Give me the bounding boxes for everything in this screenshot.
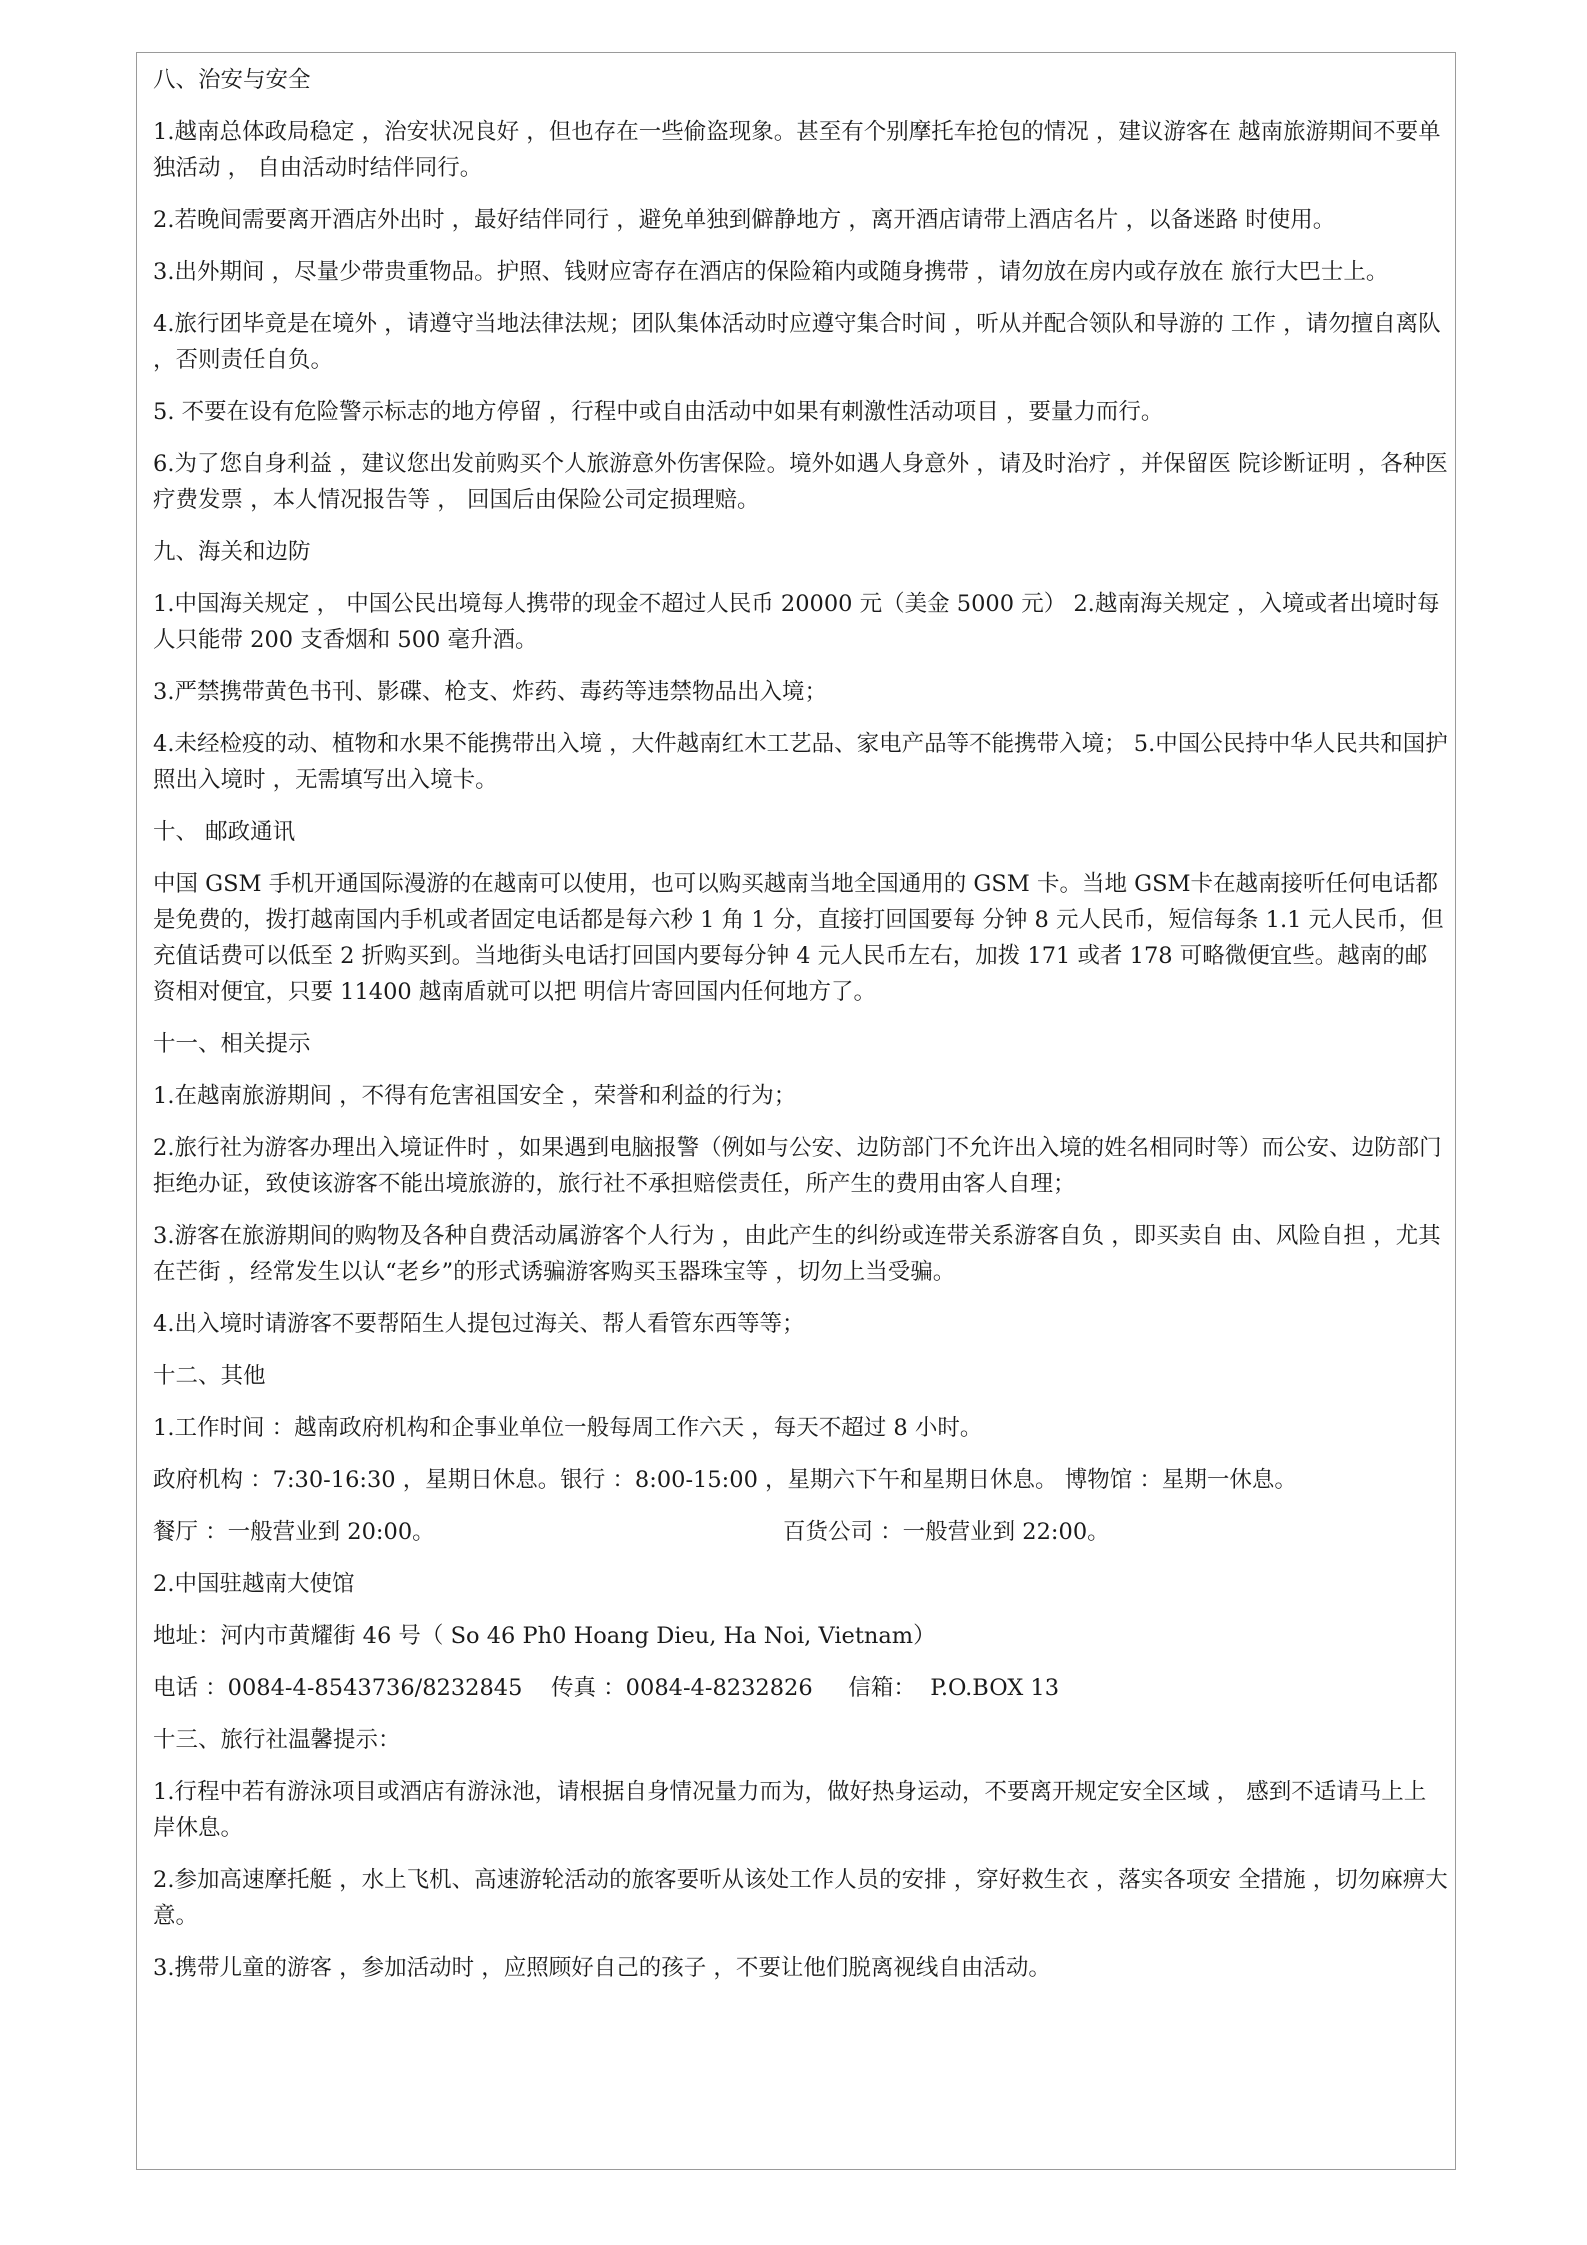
section-9-title: 九、海关和边防 [153,539,311,565]
embassy-title: 2.中国驻越南大使馆 [153,1571,355,1597]
section-10-paragraph: 中国 GSM 手机开通国际漫游的在越南可以使用，也可以购买越南当地全国通用的 GSM 卡。当地 GSM卡在越南接听任何电话都是免费的，拨打越南国内手机或者固定电话都是每六秒 1 角 1 分，直接打回国要每 分钟 8 元人民币，短信每条 1.1 元人民币，但充值话费可以低至 2 折购买到。当地街头电话打回国内要每分钟 4 元人民币左右，加拨 171 或者 178 可略微便宜些。越南的邮资相对便宜，只要 11400 越南盾就可以把 明信片寄回国内任何地方了。 [153,871,1444,1005]
section-12-business-hours-row [153,1514,1448,1550]
section-8-item-5: 5. 不要在设有危险警示标志的地方停留 ，行程中或自由活动中如果有刺激性活动项目 ，要量力而行。 [153,399,1164,425]
section-11-item-3: 3.游客在旅游期间的购物及各种自费活动属游客个人行为 ，由此产生的纠纷或连带关系游客自负 ，即买卖自 由、风险自担 ，尤其在芒街 ，经常发生以认“老乡”的形式诱骗游客购买玉器珠宝等 ，切勿上当受骗。 [153,1223,1441,1285]
document-body [153,62,1448,2002]
restaurant-hours: 餐厅 ：一般营业到 20:00。 [153,1519,435,1545]
section-9-item-2: 3.严禁携带黄色书刊、影碟、枪支、炸药、毒药等违禁物品出入境； [153,679,827,705]
department-store-hours: 百货公司 ：一般营业到 22:00。 [783,1519,1110,1545]
section-11-item-1: 1.在越南旅游期间 ，不得有危害祖国安全 ，荣誉和利益的行为； [153,1083,797,1109]
section-8-item-1: 1.越南总体政局稳定 ，治安状况良好 ，但也存在一些偷盗现象。甚至有个别摩托车抢包的情况 ，建议游客在 越南旅游期间不要单独活动 ， 自由活动时结伴同行。 [153,119,1441,181]
section-12-item-1: 1.工作时间 ：越南政府机构和企事业单位一般每周工作六天 ，每天不超过 8 小时。 [153,1415,983,1441]
section-8-item-4: 4.旅行团毕竟是在境外 ，请遵守当地法律法规；团队集体活动时应遵守集合时间 ，听从并配合领队和导游的 工作 ，请勿擅自离队 ，否则责任自负。 [153,311,1448,373]
section-13-item-3: 3.携带儿童的游客 ，参加活动时 ，应照顾好自己的孩子 ，不要让他们脱离视线自由活动。 [153,1955,1051,1981]
embassy-address: 地址：河内市黄耀街 46 号（ So 46 Ph0 Hoang Dieu, Ha Noi, Vietnam） [153,1623,936,1649]
section-8-item-6: 6.为了您自身利益 ，建议您出发前购买个人旅游意外伤害保险。境外如遇人身意外 ，请及时治疗 ，并保留医 院诊断证明 ，各种医疗费发票 ，本人情况报告等 ， 回国后由保险公司定损理赔。 [153,451,1448,513]
section-10-title: 十、 邮政通讯 [153,819,296,845]
section-13-title: 十三、旅行社温馨提示： [153,1727,401,1753]
section-9-item-3: 4.未经检疫的动、植物和水果不能携带出入境 ，大件越南红木工艺品、家电产品等不能携带入境； 5.中国公民持中华人民共和国护照出入境时 ，无需填写出入境卡。 [153,731,1448,793]
section-11-title: 十一、相关提示 [153,1031,311,1057]
section-8-item-3: 3.出外期间 ，尽量少带贵重物品。护照、钱财应寄存在酒店的保险箱内或随身携带 ，请勿放在房内或存放在 旅行大巴士上。 [153,259,1389,285]
section-9-item-1: 1.中国海关规定 ， 中国公民出境每人携带的现金不超过人民币 20000 元（美金 5000 元） 2.越南海关规定 ，入境或者出境时每人只能带 200 支香烟和 500 毫升酒。 [153,591,1440,653]
section-12-hours: 政府机构 ：7:30-16:30 ，星期日休息。银行 ：8:00-15:00 ，星期六下午和星期日休息。 博物馆 ：星期一休息。 [153,1467,1297,1493]
section-12-title: 十二、其他 [153,1363,266,1389]
section-11-item-4: 4.出入境时请游客不要帮陌生人提包过海关、帮人看管东西等等； [153,1311,805,1337]
embassy-contact: 电话 ：0084-4-8543736/8232845 传真 ：0084-4-8232826 信箱： P.O.BOX 13 [153,1675,1060,1701]
section-8-title: 八、治安与安全 [153,67,311,93]
section-13-item-1: 1.行程中若有游泳项目或酒店有游泳池，请根据自身情况量力而为，做好热身运动，不要离开规定安全区域 ， 感到不适请马上上岸休息。 [153,1779,1427,1841]
section-11-item-2: 2.旅行社为游客办理出入境证件时 ，如果遇到电脑报警（例如与公安、边防部门不允许出入境的姓名相同时等）而公安、边防部门拒绝办证，致使该游客不能出境旅游的，旅行社不承担赔偿责任，所产生的费用由客人自理； [153,1135,1442,1197]
section-8-item-2: 2.若晚间需要离开酒店外出时 ，最好结伴同行 ，避免单独到僻静地方 ，离开酒店请带上酒店名片 ，以备迷路 时使用。 [153,207,1336,233]
section-13-item-2: 2.参加高速摩托艇 ，水上飞机、高速游轮活动的旅客要听从该处工作人员的安排 ，穿好救生衣 ，落实各项安 全措施 ，切勿麻痹大意。 [153,1867,1448,1929]
